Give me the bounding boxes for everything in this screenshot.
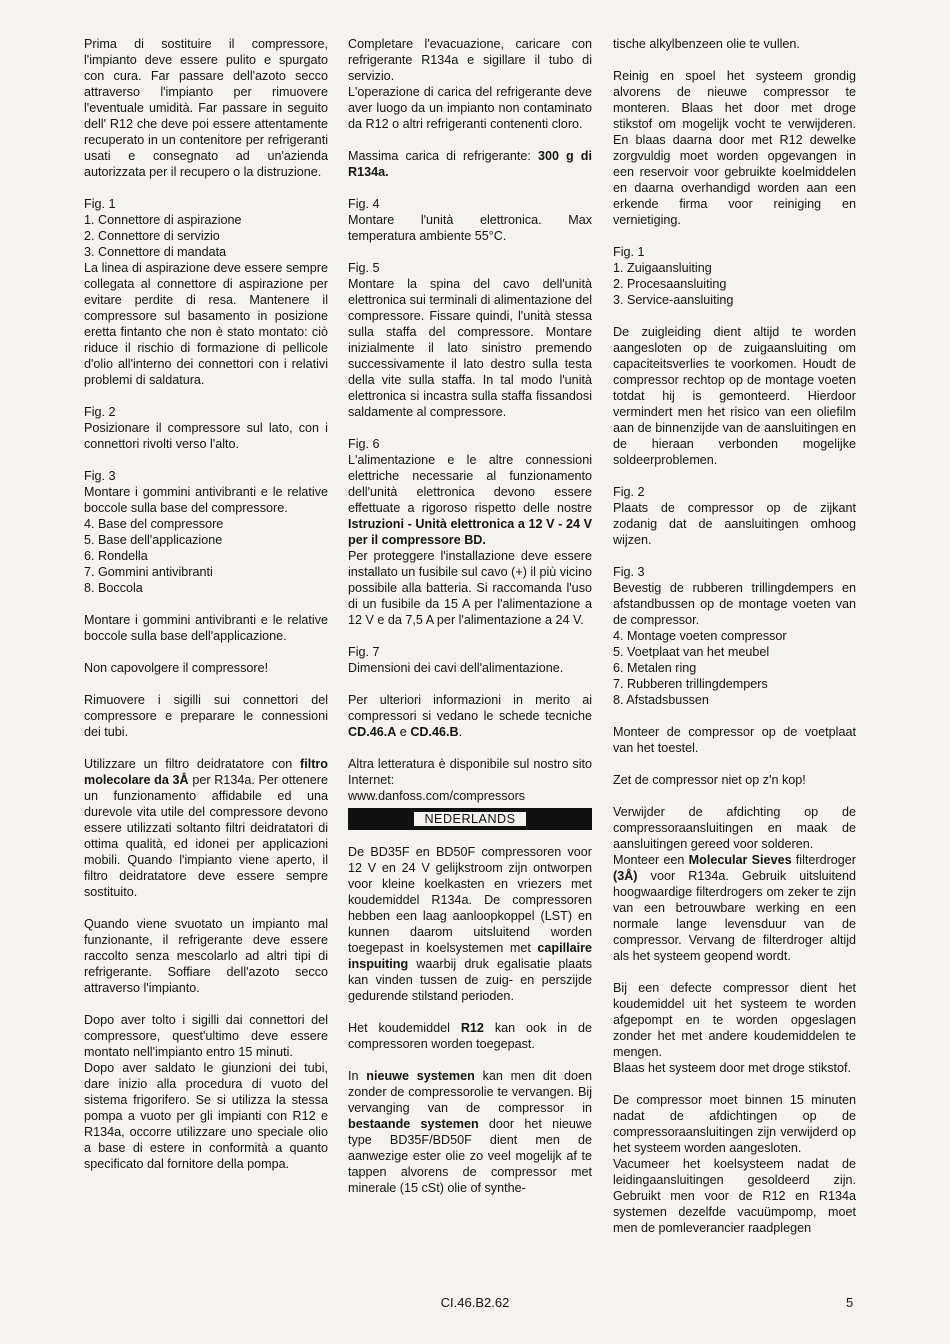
figure-list [84, 516, 328, 596]
bold-text: (3Å) [613, 869, 638, 883]
list-item: 8. Boccola [84, 581, 143, 595]
paragraph: Plaats de compressor op de zijkant zodanig dat de aansluitingen omhoog wijzen. [613, 501, 856, 547]
list-item: 6. Metalen ring [613, 661, 697, 675]
list-item: 1. Connettore di aspirazione [84, 213, 242, 227]
bold-text: bestaande systemen [348, 1117, 479, 1131]
list-item: 1. Zuigaansluiting [613, 261, 712, 275]
list-item: 8. Afstadsbussen [613, 693, 709, 707]
column-dutch [613, 36, 856, 1252]
paragraph [348, 148, 592, 180]
website-url: www.danfoss.com/compressors [348, 789, 526, 803]
paragraph: Reinig en spoel het systeem grondig alvorens de nieuwe compressor te monteren. Blaas het door met droge stikstof om mogelijk vocht te verwijderen. En blaas daarna door met R12 dewelke zorgvuldig moet worden opgevangen in een reservoir voor gebruikte koelmiddelen en daarna overhandigd worden aan een erkende firma voor reiniging en vernietiging. [613, 69, 856, 227]
paragraph: Altra letteratura è disponibile sul nostro sito Internet: [348, 757, 592, 787]
column-italian-2 [348, 36, 592, 1212]
list-item: 7. Rubberen trillingdempers [613, 677, 768, 691]
figure-title: Fig. 5 [348, 261, 380, 275]
bold-text: Molecular Sieves [688, 853, 792, 867]
text: voor R134a. Gebruik uitsluitend hoogwaardige filterdrogers om zeker te zijn van een betrouwbare werking en een normale lange levensduur van de compressor. Vervang de filterdroger altijd als het systeem geopend wordt. [613, 869, 856, 963]
paragraph: Dopo aver tolto i sigilli dai connettori del compressore, quest'ultimo deve essere montato nell'impianto entro 15 minuti. [84, 1013, 328, 1059]
paragraph: Non capovolgere il compressore! [84, 661, 269, 675]
text: Het koudemiddel [348, 1021, 461, 1035]
paragraph: Montare i gommini antivibranti e le relative boccole sulla base dell'applicazione. [84, 613, 328, 643]
page-number: 5 [846, 1295, 854, 1310]
list-item: 5. Base dell'applicazione [84, 533, 223, 547]
text: waarbij druk egalisatie plaats kan vinden tussen de zuig- en perszijde gedurende stilstand perioden. [348, 957, 592, 1003]
text: kan men dit doen zonder de compressorolie te vervangen. Bij vervanging van de compressor in [348, 1069, 592, 1115]
bold-text: capillaire inspuiting [348, 941, 592, 971]
section-header-nederlands [348, 808, 592, 830]
paragraph: tische alkylbenzeen olie te vullen. [613, 37, 800, 51]
figure-title: Fig. 2 [613, 485, 645, 499]
document-code: CI.46.B2.62 [440, 1295, 510, 1310]
text: . [458, 725, 463, 739]
paragraph: Completare l'evacuazione, caricare con refrigerante R134a e sigillare il tubo di servizio. [348, 37, 592, 83]
list-item: 2. Procesaansluiting [613, 277, 727, 291]
paragraph [348, 844, 592, 1004]
text: door het nieuwe type BD35F/BD50F dient men de aanwezige ester olie zo veel mogelijk af te tappen alvorens de compressor met minerale (15 cSt) olie of synthe- [348, 1117, 592, 1195]
list-item: 6. Rondella [84, 549, 148, 563]
figure-list [613, 628, 856, 708]
paragraph: Verwijder de afdichting op de compressoraansluitingen en maak de aansluitingen gereed voor solderen. [613, 805, 856, 851]
text: De BD35F en BD50F compressoren voor 12 V en 24 V gelijkstroom zijn ontworpen voor kleine koelkasten en vriezers met koudemiddel R134a. De compressoren hebben een laag aanloopkoppel (LST) en kunnen daarom uitsluitend worden toegepast in koelsystemen met [348, 845, 592, 955]
paragraph: De compressor moet binnen 15 minuten nadat de afdichtingen op de compressoraansluitingen zijn verwijderd op het systeem worden aangesloten. [613, 1093, 856, 1155]
figure-list [84, 212, 328, 260]
column-italian-1 [84, 36, 328, 1188]
list-item: 4. Montage voeten compressor [613, 629, 787, 643]
list-item: 3. Connettore di mandata [84, 245, 227, 259]
text: Massima carica di refrigerante: [348, 149, 538, 163]
figure-title: Fig. 7 [348, 645, 380, 659]
paragraph [348, 1068, 592, 1196]
figure-title: Fig. 1 [613, 245, 645, 259]
figure-title: Fig. 2 [84, 405, 116, 419]
text: e [396, 725, 411, 739]
figure-list [613, 260, 856, 308]
text: filterdroger [791, 853, 856, 867]
figure-title: Fig. 3 [84, 469, 116, 483]
paragraph: Rimuovere i sigilli sui connettori del compressore e preparare le connessioni dei tubi. [84, 693, 328, 739]
paragraph: Posizionare il compressore sul lato, con i connettori rivolti verso l'alto. [84, 421, 328, 451]
paragraph: Quando viene svuotato un impianto mal funzionante, il refrigerante deve essere raccolto senza mescolarlo ad altri tipi di refrigerante. Soffiare dell'azoto secco attraverso l'impianto. [84, 917, 328, 995]
text: kan ook in de compressoren worden toegepast. [348, 1021, 592, 1051]
paragraph [348, 452, 592, 548]
text: L'alimentazione e le altre connessioni elettriche necessarie al funzionamento dell'unità elettronica devono essere effettuate a rigoroso rispetto delle nostre [348, 453, 592, 515]
bold-text: filtro molecolare da 3Å [84, 757, 328, 787]
figure-title: Fig. 1 [84, 197, 116, 211]
paragraph [348, 692, 592, 740]
paragraph: Monteer de compressor op de voetplaat van het toestel. [613, 725, 856, 755]
list-item: 7. Gommini antivibranti [84, 565, 213, 579]
paragraph: Blaas het systeem door met droge stikstof. [613, 1061, 851, 1075]
text: In [348, 1069, 367, 1083]
paragraph: Vacumeer het koelsysteem nadat de leidingaansluitingen gesoldeerd zijn. Gebruikt men voor de R12 en R134a systemen dezelfde vacuümpomp, moet men de pomleverancier raadplegen [613, 1157, 856, 1235]
figure-title: Fig. 3 [613, 565, 645, 579]
paragraph: Montare la spina del cavo dell'unità elettronica sui terminali di alimentazione del compressore. Fissare quindi, l'unità stessa sulla staffa del compressore. Montare inizialmente il lato sinistro premendo successivamente il lato destro sulla testa della vite sulla staffa. In tal modo l'unità elettronica si incastra sulla staffa fissandosi saldamente al compressore. [348, 277, 592, 419]
text: Monteer een [613, 853, 689, 867]
list-item: 5. Voetplaat van het meubel [613, 645, 770, 659]
paragraph: Dimensioni dei cavi dell'alimentazione. [348, 661, 564, 675]
paragraph: De zuigleiding dient altijd te worden aangesloten op de zuigaansluiting om capaciteitsverlies te voorkomen. Houdt de compressor rechtop op de montage voeten totdat hij is gemonteerd. Hierdoor vermindert men het risico van een oliefilm aan de binnenzijde van de aansluitingen en de hieraan verbonden mogelijke soldeerproblemen. [613, 325, 856, 467]
text: Per ulteriori informazioni in merito ai compressori si vedano le schede tecniche [348, 693, 592, 723]
paragraph [84, 756, 328, 900]
figure-title: Fig. 4 [348, 197, 380, 211]
bold-text: CD.46.A [348, 725, 397, 739]
list-item: 3. Service-aansluiting [613, 293, 734, 307]
bold-text: CD.46.B [410, 725, 459, 739]
bold-text: Istruzioni - Unità elettronica a 12 V - 24 V per il compressore BD. [348, 517, 592, 547]
list-item: 4. Base del compressore [84, 517, 224, 531]
list-item: 2. Connettore di servizio [84, 229, 220, 243]
figure-title: Fig. 6 [348, 437, 380, 451]
paragraph: La linea di aspirazione deve essere sempre collegata al connettore di aspirazione per evitare perdite di resa. Mantenere il compressore sul basamento in posizione eretta fintanto che non è stato montato: ciò riduce il rischio di formazione di pellicole d'olio all'interno dei connettori con i relativi problemi di saldatura. [84, 261, 328, 387]
paragraph: Montare i gommini antivibranti e le relative boccole sulla base del compressore. [84, 485, 328, 515]
section-label: NEDERLANDS [414, 812, 525, 826]
paragraph: Bevestig de rubberen trillingdempers en afstandbussen op de montage voeten van de compressor. [613, 581, 856, 627]
text: per R134a. Per ottenere un funzionamento affidabile ed una durevole vita utile del compressore devono essere utilizzati soltanto filtri deidratatori di ottima qualità, ed idonei per applicazioni mobili. Quando l'impianto viene aperto, il filtro deidratatore deve essere sempre sostituito. [84, 773, 328, 899]
paragraph: L'operazione di carica del refrigerante deve aver luogo da un impianto non contaminato da R12 o altri refrigeranti contenenti cloro. [348, 85, 592, 131]
bold-text: nieuwe systemen [366, 1069, 475, 1083]
paragraph: Prima di sostituire il compressore, l'impianto deve essere pulito e spurgato con cura. Far passare dell'azoto secco attraverso l'impianto per rimuovere l'eventuale umidità. Far passare in seguito dell' R12 che deve poi essere attentamente recuperato in un contenitore per refrigeranti usati e consegnato ad un'azienda autorizzata per il recupero o la distruzione. [84, 37, 328, 179]
paragraph [613, 852, 856, 964]
paragraph: Dopo aver saldato le giunzioni dei tubi, dare inizio alla procedura di vuoto del sistema frigorifero. Se si utilizza la stessa pompa a vuoto per gli impianti con R12 e R134a, occorre utilizzare uno speciale olio a base di estere in conformità a quanto specificato dal fornitore della pompa. [84, 1061, 328, 1171]
text: Utilizzare un filtro deidratatore con [84, 757, 301, 771]
paragraph: Per proteggere l'installazione deve essere installato un fusibile sul cavo (+) il più vicino possibile alla batteria. Si raccomanda l'uso di un fusibile da 15 A per l'alimentazione a 12 V e da 7,5 A per l'alimentazione a 24 V. [348, 549, 592, 627]
paragraph [348, 1020, 592, 1052]
bold-text: R12 [460, 1021, 484, 1035]
paragraph: Zet de compressor niet op z'n kop! [613, 773, 806, 787]
paragraph: Montare l'unità elettronica. Max temperatura ambiente 55°C. [348, 213, 592, 243]
paragraph: Bij een defecte compressor dient het koudemiddel uit het systeem te worden afgepompt en te worden opgeslagen zonder het met andere koudemiddelen te mengen. [613, 981, 856, 1059]
bold-text: 300 g di R134a. [348, 149, 592, 179]
